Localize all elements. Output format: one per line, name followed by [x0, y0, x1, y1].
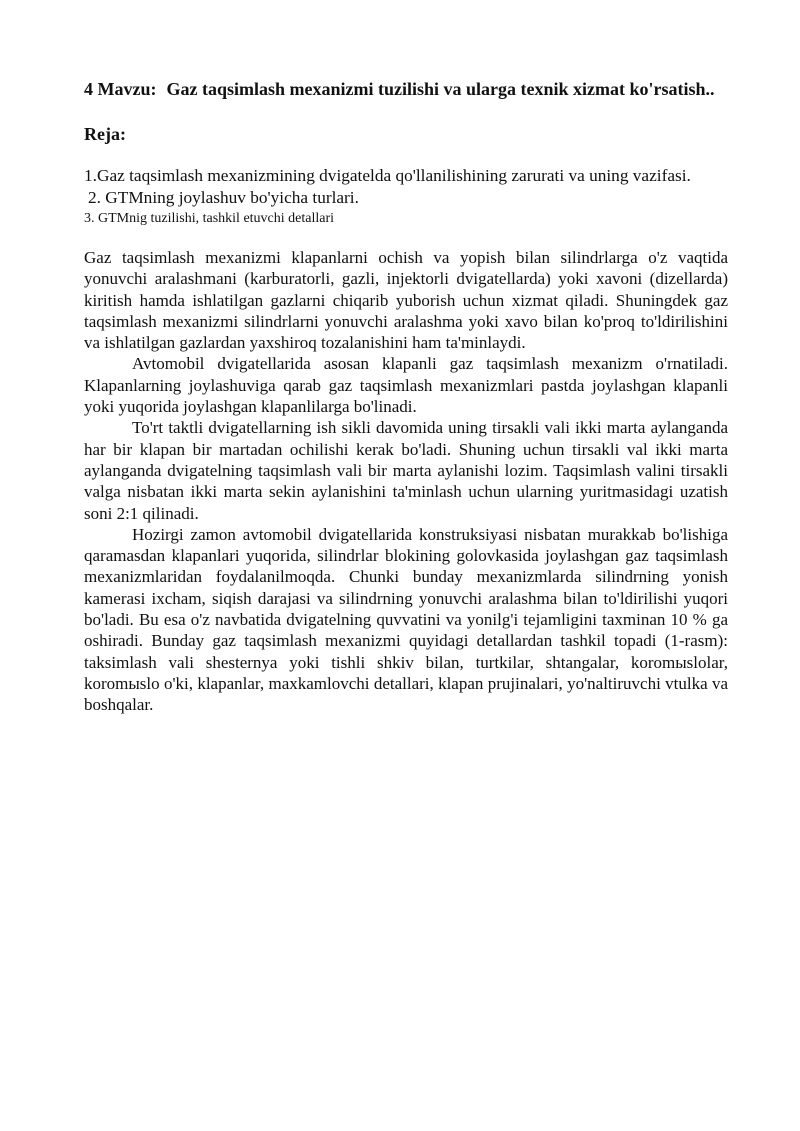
title-number: 4 Mavzu: [84, 79, 157, 99]
plan-list [84, 165, 728, 229]
body-text [84, 247, 728, 716]
paragraph: Avtomobil dvigatellarida asosan klapanli gaz taqsimlash mexanizm o'rnatiladi. Klapanlarning joylashuviga qarab gaz taqsimlash mexanizmlari pastda joylashgan klapanli yoki yuqorida joylashgan klapanlilarga bo'linadi. [84, 354, 728, 417]
paragraph: Gaz taqsimlash mexanizmi klapanlarni ochish va yopish bilan silindrlarga o'z vaqtida yonuvchi aralashmani (karburatorli, gazli, injektorli dvigatellarda) yoki xavoni (dizellarda) kiritish hamda ishlatilgan gazlarni chiqarib yuborish uchun xizmat qiladi. Shuningdek gaz taqsimlash mexanizmi silindrlarni yonuvchi aralashma yoki xavo bilan ko'proq to'ldirilishini va ishlatilgan gazlardan yaxshiroq tozalanishini ham ta'minlaydi. [84, 248, 728, 353]
plan-heading: Reja: [84, 124, 126, 144]
document-title [84, 78, 728, 101]
document-page [84, 78, 728, 716]
paragraph: Hozirgi zamon avtomobil dvigatellarida konstruksiyasi nisbatan murakkab bo'lishiga qaramasdan klapanlari yuqorida, silindrlar blokining golovkasida joylashgan gaz taqsimlash mexanizmlaridan foydalanilmoqda. Chunki bunday mexanizmlarda silindrning yonish kamerasi ixcham, siqish darajasi va silindrning yonuvchi aralashma bilan to'ldirilishi yuqori bo'ladi. Bu esa o'z navbatida dvigatelning quvvatini va yonilg'i tejamligini taxminan 10 % ga oshiradi. Bunday gaz taqsimlash mexanizmi quyidagi detallardan tashkil topadi (1-rasm): taksimlash vali shesternya yoki tishli shkiv bilan, turtkilar, shtangalar, koromыslolar, koromыslo o'ki, klapanlar, maxkamlovchi detallari, klapan prujinalari, yo'naltiruvchi vtulka va boshqalar. [84, 524, 728, 715]
paragraph: To'rt taktli dvigatellarning ish sikli davomida uning tirsakli vali ikki marta aylanganda har bir klapan bir martadan ochilishi kerak bo'ladi. Shuning uchun tirsakli val ikki marta aylanganda dvigatelning taqsimlash vali bir marta aylanishi lozim. Taqsimlash valini tirsakli valga nisbatan ikki marta sekin aylanishini ta'minlash uchun ularning yuritmasidagi uzatish soni 2:1 qilinadi. [84, 418, 728, 523]
plan-item: 3. GTMnig tuzilishi, tashkil etuvchi detallari [84, 211, 335, 226]
title-text: Gaz taqsimlash mexanizmi tuzilishi va ularga texnik xizmat ko'rsatish.. [166, 79, 715, 99]
plan-item: 1.Gaz taqsimlash mexanizmining dvigatelda qo'llanilishining zarurati va uning vazifasi. [84, 166, 691, 185]
plan-item: 2. GTMning joylashuv bo'yicha turlari. [88, 188, 359, 207]
